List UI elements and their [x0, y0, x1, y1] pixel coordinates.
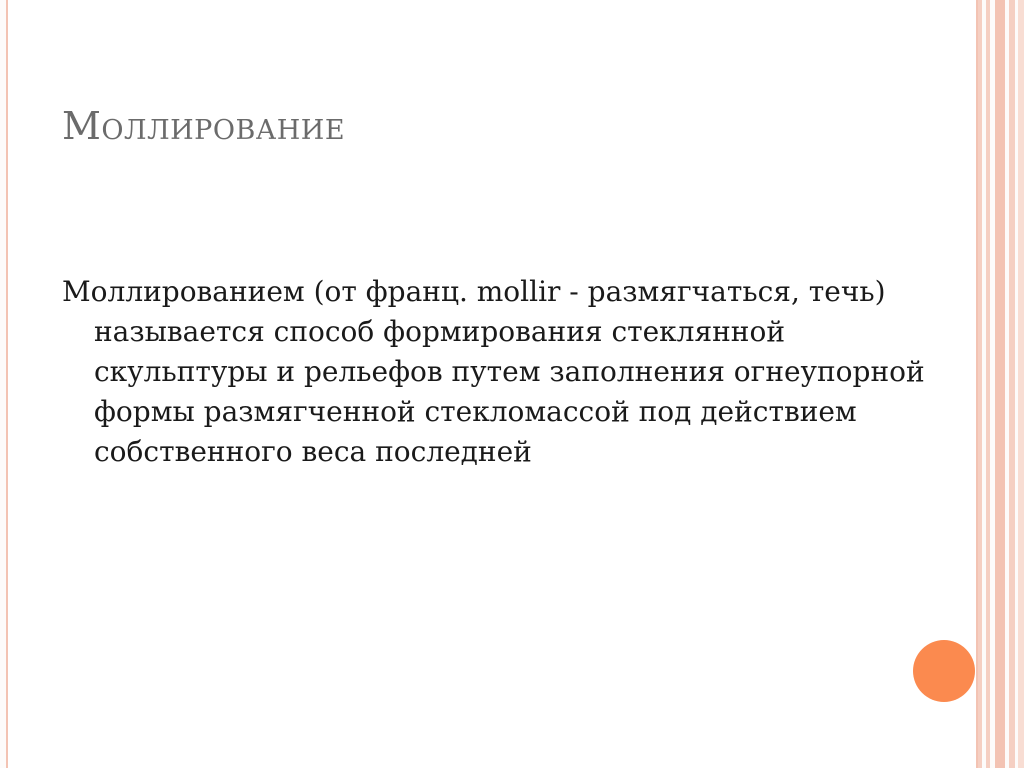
slide-title: Моллирование	[62, 104, 346, 148]
stripe	[978, 0, 982, 768]
accent-circle	[913, 640, 975, 702]
stripe	[995, 0, 1005, 768]
decorative-stripes	[978, 0, 1024, 768]
stripe	[1018, 0, 1024, 768]
stripe	[986, 0, 990, 768]
stripe	[1009, 0, 1015, 768]
slide-body-text: Моллированием (от франц. mollir - размягчаться, течь) называется способ формирования стеклянной скульптуры и рельефов путем заполнения огнеупорной формы размягченной стекломассой под действием собственного веса последней	[62, 275, 925, 468]
